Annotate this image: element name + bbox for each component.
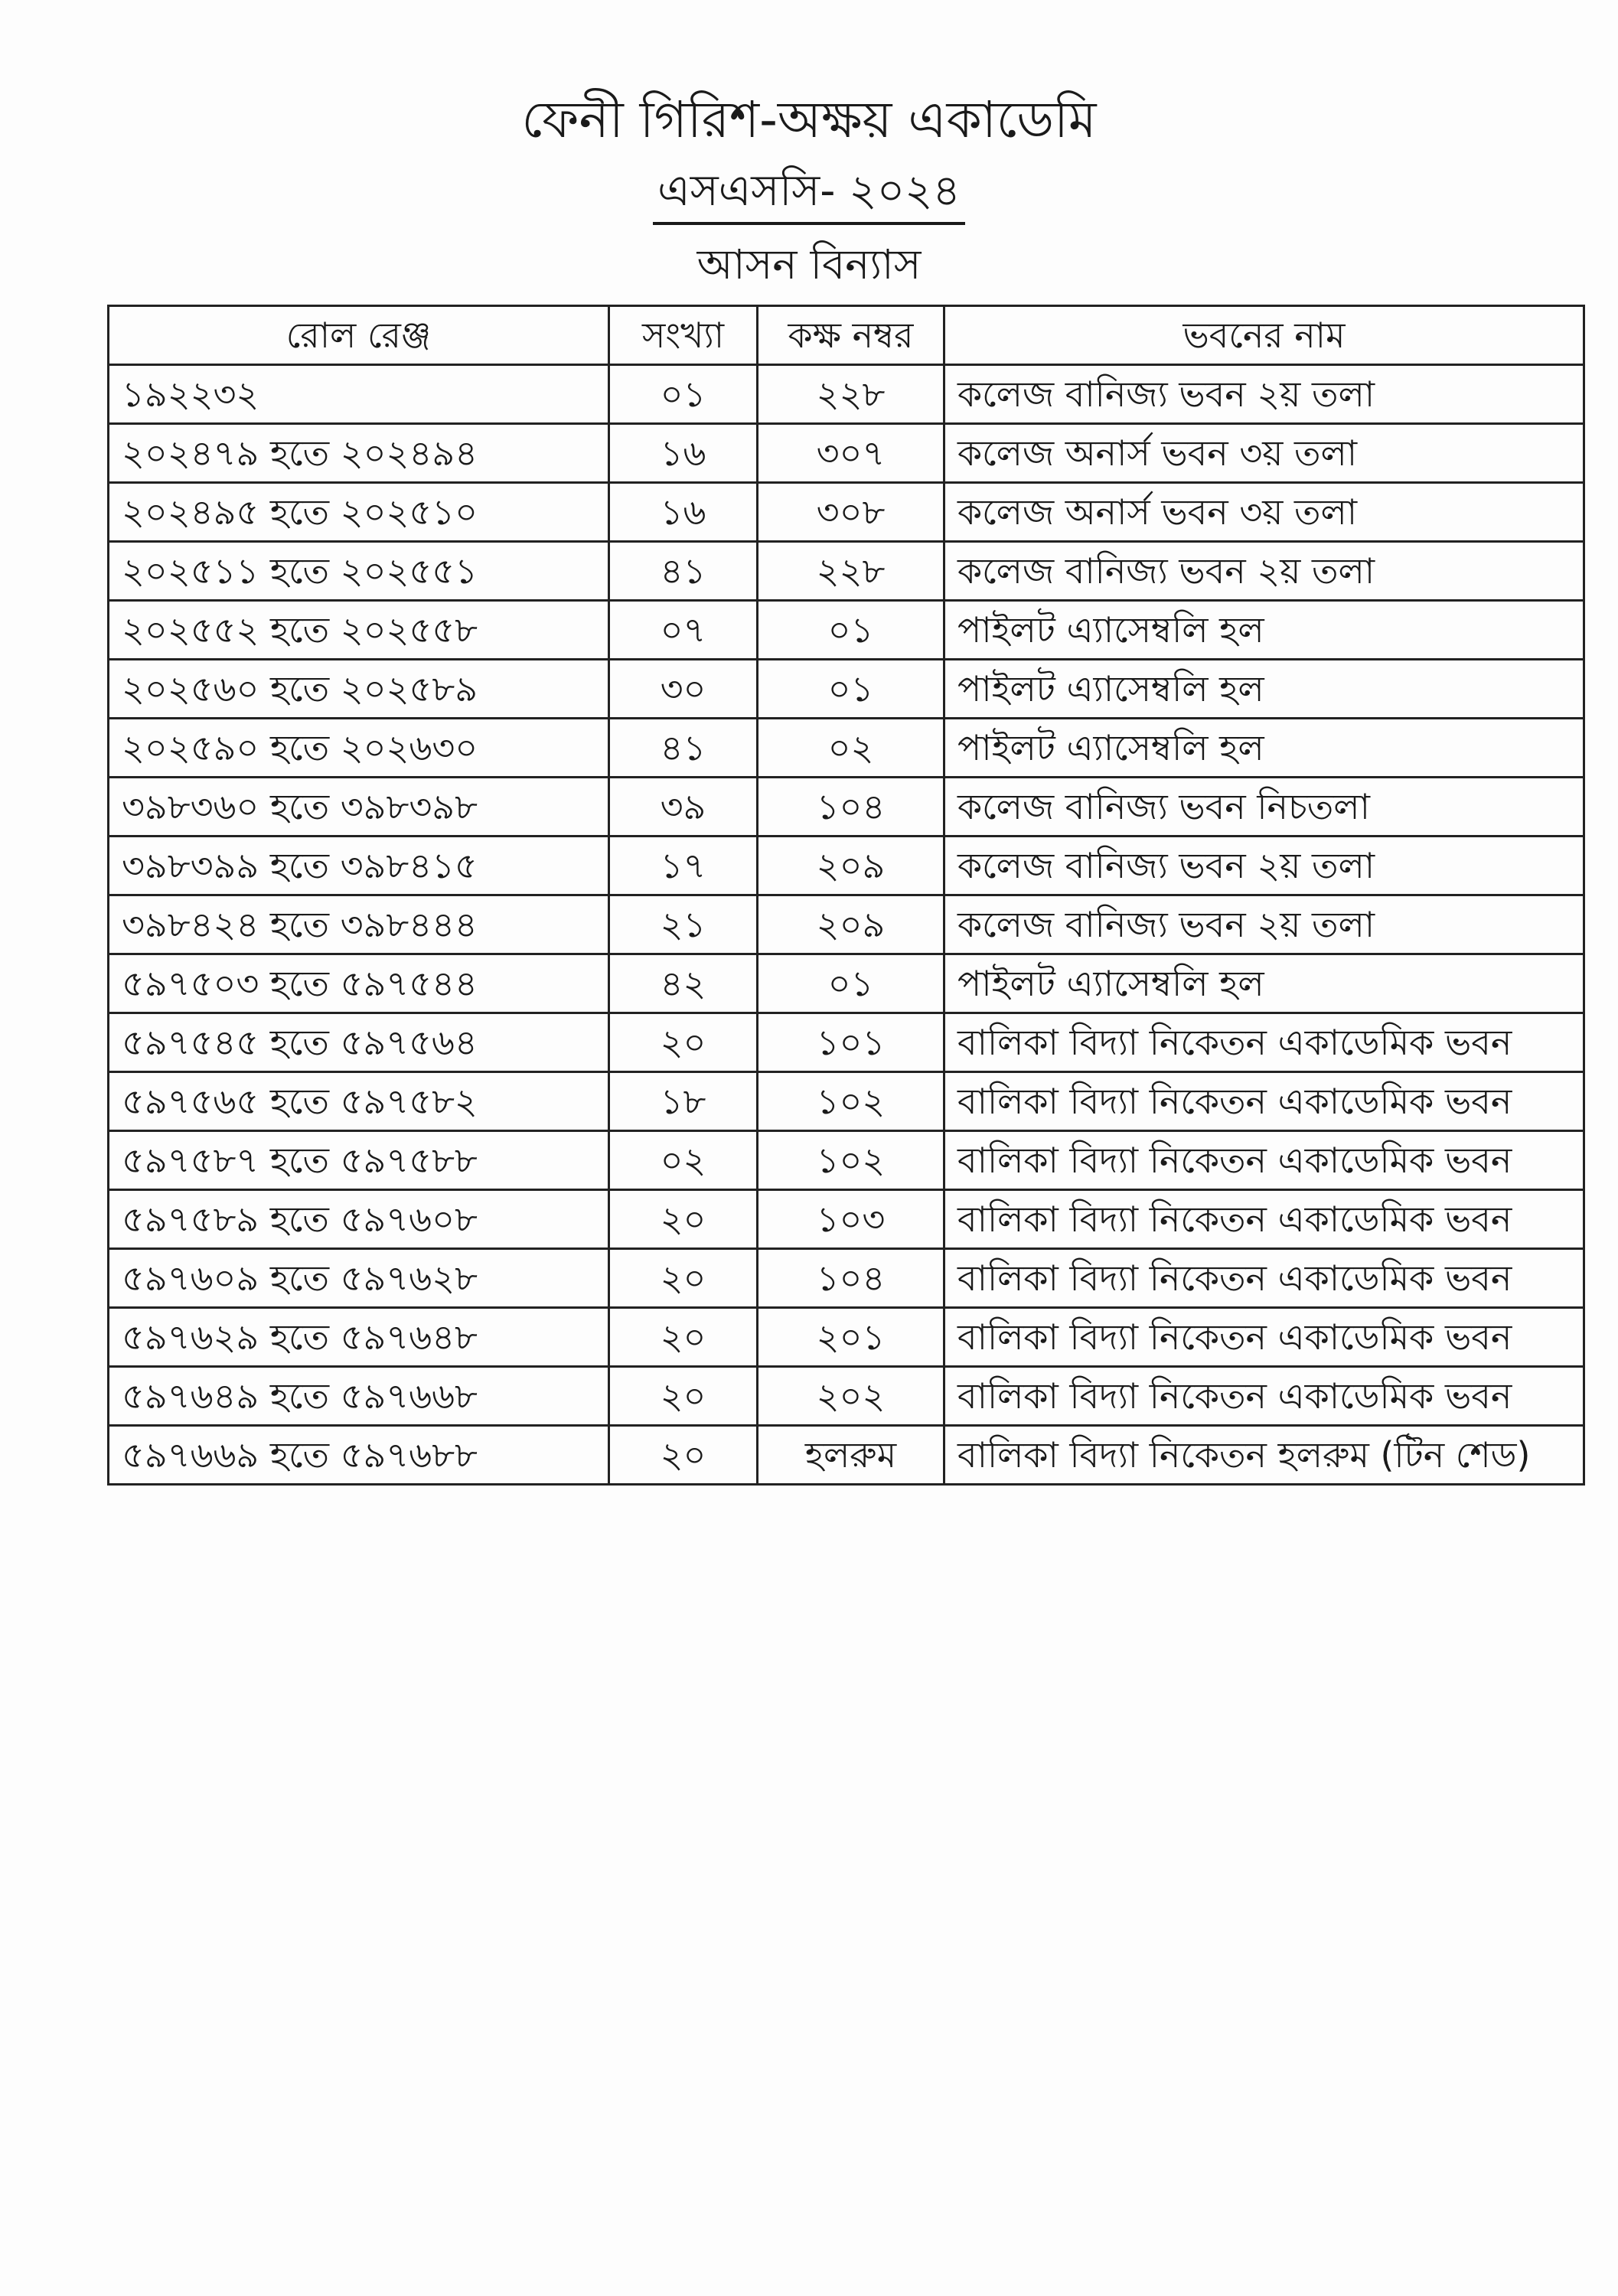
- cell-building-name: কলেজ অনার্স ভবন ৩য় তলা: [944, 483, 1584, 542]
- cell-building-name: বালিকা বিদ্যা নিকেতন একাডেমিক ভবন: [944, 1072, 1584, 1131]
- cell-room-number: ২২৮: [758, 365, 944, 424]
- cell-count: ০২: [609, 1131, 758, 1190]
- table-row: [109, 837, 1584, 895]
- cell-count: ৩০: [609, 660, 758, 719]
- table-row: [109, 1249, 1584, 1308]
- cell-roll-range: ২০২৫৫২ হতে ২০২৫৫৮: [109, 601, 609, 660]
- cell-room-number: ০১: [758, 954, 944, 1013]
- cell-roll-range: ৫৯৭৫৬৫ হতে ৫৯৭৫৮২: [109, 1072, 609, 1131]
- cell-room-number: ১০৩: [758, 1190, 944, 1249]
- cell-room-number: ২০২: [758, 1367, 944, 1426]
- cell-building-name: কলেজ বানিজ্য ভবন ২য় তলা: [944, 895, 1584, 954]
- cell-room-number: ১০১: [758, 1013, 944, 1072]
- table-row: [109, 542, 1584, 601]
- table-row: [109, 365, 1584, 424]
- cell-building-name: পাইলট এ্যাসেম্বলি হল: [944, 954, 1584, 1013]
- header-roll-range: রোল রেঞ্জ: [109, 306, 609, 365]
- cell-roll-range: ২০২৫৯০ হতে ২০২৬৩০: [109, 719, 609, 778]
- cell-room-number: হলরুম: [758, 1426, 944, 1485]
- cell-roll-range: ৫৯৭৬২৯ হতে ৫৯৭৬৪৮: [109, 1308, 609, 1367]
- cell-count: ১৬: [609, 483, 758, 542]
- cell-building-name: বালিকা বিদ্যা নিকেতন একাডেমিক ভবন: [944, 1131, 1584, 1190]
- table-header-row: [109, 306, 1584, 365]
- cell-room-number: ০১: [758, 660, 944, 719]
- cell-count: ১৮: [609, 1072, 758, 1131]
- cell-roll-range: ৫৯৭৬৪৯ হতে ৫৯৭৬৬৮: [109, 1367, 609, 1426]
- table-row: [109, 601, 1584, 660]
- table-row: [109, 483, 1584, 542]
- cell-building-name: পাইলট এ্যাসেম্বলি হল: [944, 719, 1584, 778]
- seating-caption: আসন বিন্যাস: [696, 240, 922, 289]
- header-room-number: কক্ষ নম্বর: [758, 306, 944, 365]
- table-row: [109, 1072, 1584, 1131]
- cell-room-number: ২০১: [758, 1308, 944, 1367]
- table-row: [109, 1426, 1584, 1485]
- cell-room-number: ১০৪: [758, 1249, 944, 1308]
- table-row: [109, 954, 1584, 1013]
- table-row: [109, 778, 1584, 837]
- cell-count: ৪১: [609, 719, 758, 778]
- cell-building-name: বালিকা বিদ্যা নিকেতন একাডেমিক ভবন: [944, 1249, 1584, 1308]
- table-body: [109, 365, 1584, 1485]
- cell-building-name: বালিকা বিদ্যা নিকেতন একাডেমিক ভবন: [944, 1308, 1584, 1367]
- cell-roll-range: ২০২৫৬০ হতে ২০২৫৮৯: [109, 660, 609, 719]
- cell-count: ২০: [609, 1013, 758, 1072]
- cell-room-number: ২০৯: [758, 895, 944, 954]
- cell-count: ৪১: [609, 542, 758, 601]
- exam-subtitle: এসএসসি- ২০২৪: [653, 162, 965, 225]
- cell-count: ২০: [609, 1249, 758, 1308]
- cell-room-number: ১০২: [758, 1072, 944, 1131]
- cell-room-number: ৩০৮: [758, 483, 944, 542]
- cell-room-number: ২০৯: [758, 837, 944, 895]
- cell-roll-range: ৫৯৭৫৮৯ হতে ৫৯৭৬০৮: [109, 1190, 609, 1249]
- seating-plan-table: [107, 305, 1585, 1486]
- cell-room-number: ২২৮: [758, 542, 944, 601]
- cell-count: ৪২: [609, 954, 758, 1013]
- header-count: সংখ্যা: [609, 306, 758, 365]
- cell-room-number: ১০৪: [758, 778, 944, 837]
- cell-roll-range: ৫৯৭৬৬৯ হতে ৫৯৭৬৮৮: [109, 1426, 609, 1485]
- cell-count: ২১: [609, 895, 758, 954]
- cell-roll-range: ২০২৪৭৯ হতে ২০২৪৯৪: [109, 424, 609, 483]
- table-row: [109, 1131, 1584, 1190]
- document-title: ফেনী গিরিশ-অক্ষয় একাডেমি: [521, 90, 1097, 149]
- cell-building-name: কলেজ বানিজ্য ভবন ২য় তলা: [944, 542, 1584, 601]
- cell-building-name: কলেজ অনার্স ভবন ৩য় তলা: [944, 424, 1584, 483]
- cell-building-name: বালিকা বিদ্যা নিকেতন হলরুম (টিন শেড): [944, 1426, 1584, 1485]
- cell-roll-range: ২০২৫১১ হতে ২০২৫৫১: [109, 542, 609, 601]
- table-row: [109, 1367, 1584, 1426]
- cell-count: ০৭: [609, 601, 758, 660]
- cell-roll-range: ৫৯৭৬০৯ হতে ৫৯৭৬২৮: [109, 1249, 609, 1308]
- cell-count: ২০: [609, 1190, 758, 1249]
- cell-room-number: ০১: [758, 601, 944, 660]
- cell-roll-range: ২০২৪৯৫ হতে ২০২৫১০: [109, 483, 609, 542]
- table-row: [109, 895, 1584, 954]
- cell-count: ২০: [609, 1426, 758, 1485]
- cell-count: ১৬: [609, 424, 758, 483]
- cell-count: ২০: [609, 1308, 758, 1367]
- table-row: [109, 719, 1584, 778]
- cell-room-number: ১০২: [758, 1131, 944, 1190]
- cell-building-name: বালিকা বিদ্যা নিকেতন একাডেমিক ভবন: [944, 1013, 1584, 1072]
- cell-count: ৩৯: [609, 778, 758, 837]
- cell-roll-range: ৩৯৮৪২৪ হতে ৩৯৮৪৪৪: [109, 895, 609, 954]
- cell-building-name: পাইলট এ্যাসেম্বলি হল: [944, 601, 1584, 660]
- cell-building-name: পাইলট এ্যাসেম্বলি হল: [944, 660, 1584, 719]
- cell-building-name: কলেজ বানিজ্য ভবন নিচতলা: [944, 778, 1584, 837]
- table-row: [109, 1013, 1584, 1072]
- cell-building-name: কলেজ বানিজ্য ভবন ২য় তলা: [944, 837, 1584, 895]
- table-row: [109, 1308, 1584, 1367]
- cell-count: ০১: [609, 365, 758, 424]
- cell-roll-range: ৫৯৭৫৮৭ হতে ৫৯৭৫৮৮: [109, 1131, 609, 1190]
- header-building-name: ভবনের নাম: [944, 306, 1584, 365]
- cell-room-number: ৩০৭: [758, 424, 944, 483]
- cell-roll-range: ৩৯৮৩৯৯ হতে ৩৯৮৪১৫: [109, 837, 609, 895]
- cell-roll-range: ৫৯৭৫০৩ হতে ৫৯৭৫৪৪: [109, 954, 609, 1013]
- cell-building-name: বালিকা বিদ্যা নিকেতন একাডেমিক ভবন: [944, 1367, 1584, 1426]
- cell-count: ১৭: [609, 837, 758, 895]
- cell-building-name: কলেজ বানিজ্য ভবন ২য় তলা: [944, 365, 1584, 424]
- table-row: [109, 660, 1584, 719]
- cell-roll-range: ৩৯৮৩৬০ হতে ৩৯৮৩৯৮: [109, 778, 609, 837]
- table-row: [109, 424, 1584, 483]
- subtitle-container: [0, 162, 1618, 225]
- cell-room-number: ০২: [758, 719, 944, 778]
- cell-roll-range: ৫৯৭৫৪৫ হতে ৫৯৭৫৬৪: [109, 1013, 609, 1072]
- cell-building-name: বালিকা বিদ্যা নিকেতন একাডেমিক ভবন: [944, 1190, 1584, 1249]
- cell-count: ২০: [609, 1367, 758, 1426]
- table-row: [109, 1190, 1584, 1249]
- cell-roll-range: ১৯২২৩২: [109, 365, 609, 424]
